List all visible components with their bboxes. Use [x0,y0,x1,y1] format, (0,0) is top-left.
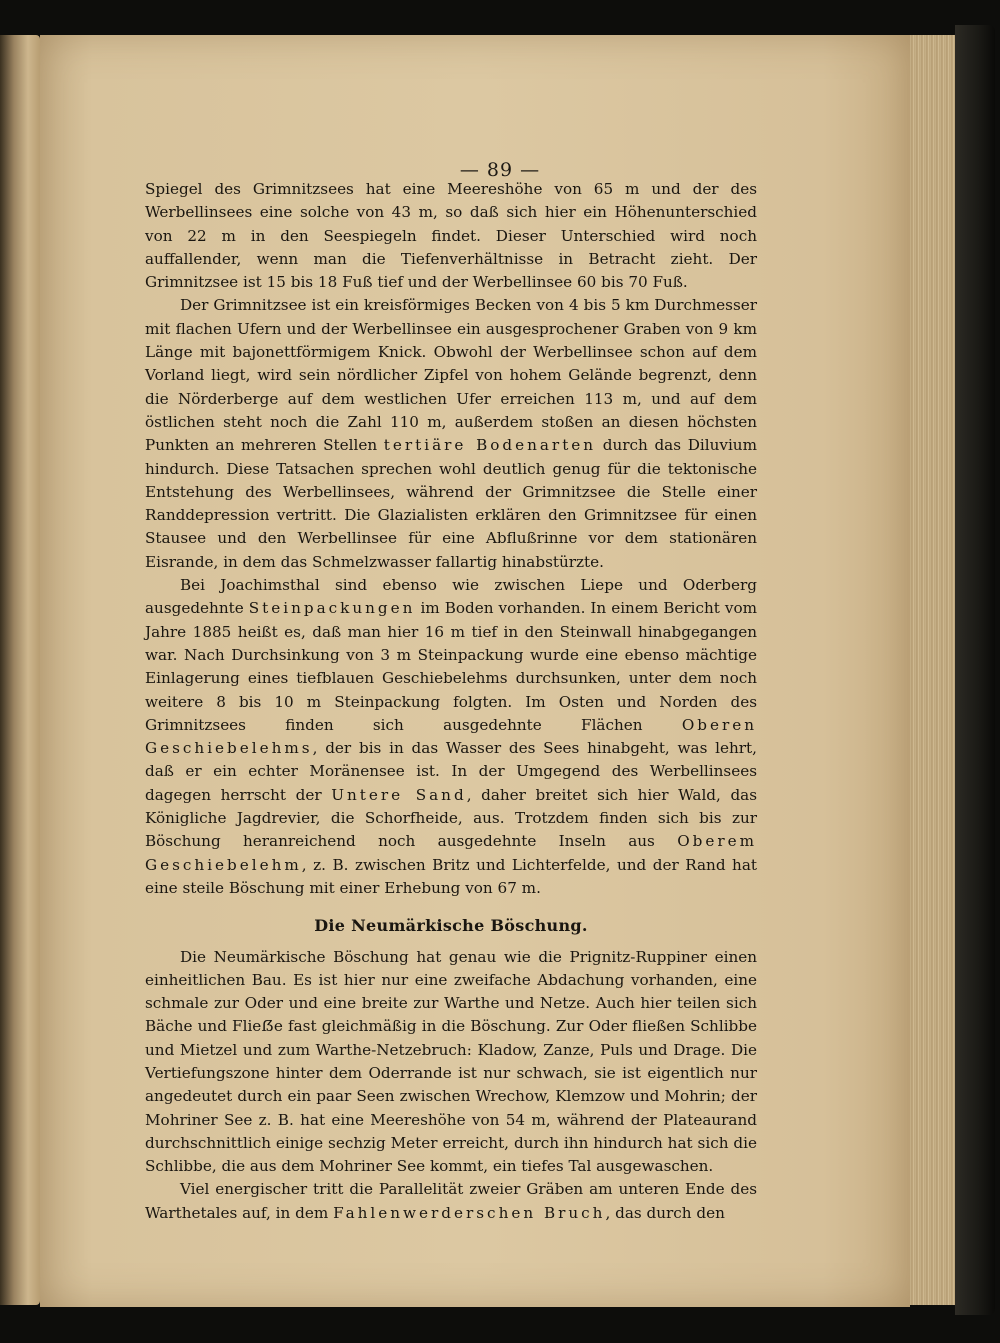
paragraph-1: Spiegel des Grimnitzsees hat eine Meereshöhe von 65 m und der des Werbellinsees eine solche von 43 m, so daß sich hier ein Höhenunterschied von 22 m in den Seespiegeln findet. Dieser Unterschied wird noch auffallender, wenn man die Tiefenverhältnisse in Betracht zieht. Der Grimnitzsee ist 15 bis 18 Fuß tief und der Werbellinsee 60 bis 70 Fuß. [145,180,757,292]
paragraph-3-text-3: , der bis in das Wasser des Sees hinabgeht, was lehrt, daß er ein echter Moränensee ist. In der Umgegend des Werbellinsees dagegen herrscht der [145,739,757,804]
paragraph-5-text: Viel energischer tritt die Parallelität zweier Gräben am unteren Ende des Warthetales auf, in dem [145,1180,757,1222]
emphasis-oberen-geschiebelehms: Oberen Geschiebelehms [145,715,758,758]
paragraph-2-text: Der Grimnitzsee ist ein kreisförmiges Becken von 4 bis 5 km Durchmesser mit flachen Ufern und der Werbellinsee ein ausgesprochener Graben von 9 km Länge mit bajonettförmigem Knick. Obwohl der Werbellinsee schon auf dem Vorland liegt, wird sein nördlicher Zipfel von hohem Gelände begrenzt, denn die Nörderberge auf dem westlichen Ufer erreichen 113 m, und auf dem östlichen steht noch die Zahl 110 m, außerdem stoßen an diesen höchsten Punkten an mehreren Stellen [145,296,757,455]
emphasis-untere-sand: Untere Sand [331,785,467,804]
section-heading: Die Neumärkische Böschung. [314,916,588,936]
paragraph-2 [145,294,757,574]
paragraph-4: Die Neumärkische Böschung hat genau wie die Prignitz-Ruppiner einen einheitlichen Bau. Es ist hier nur eine zweifache Abdachung vorhanden, eine schmale zur Oder und eine breite zur Warthe und Netze. Auch hier teilen sich Bäche und Flieẞe fast gleichmäßig in die Böschung. Zur Oder fließen Schlibbe und Mietzel und zum Warthe-Netzebruch: Kladow, Zanze, Puls und Drage. Die Vertiefungszone hinter dem Oderrande ist nur schwach, sie ist eigentlich nur angedeutet durch ein paar Seen zwischen Wrechow, Klemzow und Mohrin; der Mohriner See z. B. hat eine Meereshöhe von 54 m, während der Plateaurand durchschnittlich einige sechzig Meter erreicht, durch ihn hindurch hat sich die Schlibbe, die aus dem Mohriner See kommt, ein tiefes Tal ausgewaschen. [145,947,757,1176]
emphasis-fahlenwerderschen-bruch: Fahlenwerderschen Bruch [333,1203,606,1222]
paragraph-3-text-2: im Boden vorhanden. In einem Bericht vom Jahre 1885 heißt es, daß man hier 16 m tief in den Steinwall hinabgegangen war. Nach Durchsinkung von 3 m Steinpackung wurde eine ebenso mächtige Einlagerung eines tiefblauen Geschiebelehms durchsunken, unter dem noch weitere 8 bis 10 m Steinpackung folgten. Im Osten und Norden des Grimnitzsees finden sich ausgedehnte Flächen [145,599,758,734]
previous-page-edge [0,35,40,1305]
paragraph-2-text-cont: durch das Diluvium hindurch. Diese Tatsachen sprechen wohl deutlich genug für die tektonische Entstehung des Werbellinsees, während der Grimnitzsee die Stelle einer Randdepression vertritt. Die Glazialisten erklären den Grimnitzsee für einen Stausee und den Werbellinsee für eine Abflußrinne vor dem stationären Eisrande, in dem das Schmelzwasser fallartig hinabstürzte. [145,436,757,571]
book-cover [955,25,995,1315]
paragraph-3-text-5: , z. B. zwischen Britz und Lichterfelde, und der Rand hat eine steile Böschung mit einer Erhebung von 67 m. [145,855,757,897]
paragraph-5-text-cont: , das durch den [605,1203,725,1222]
page-number: — 89 — [459,159,541,181]
paragraph-3-text: Bei Joachimsthal sind ebenso wie zwischen Liepe und Oderberg ausgedehnte [145,576,757,618]
paragraph-3-text-4: , daher breitet sich hier Wald, das Königliche Jagdrevier, die Schorfheide, aus. Trotzdem finden sich bis zur Böschung heranreichend noch ausgedehnte Inseln aus [145,785,758,851]
page-text [145,178,757,1225]
emphasis-tertiaere-bodenarten: tertiäre Bodenarten [383,436,597,455]
paragraph-5 [145,1178,757,1225]
emphasis-oberem-geschiebelehm: Oberem Geschiebelehm [145,832,758,874]
emphasis-steinpackungen: Steinpackungen [248,599,416,618]
paragraph-3 [145,574,757,900]
